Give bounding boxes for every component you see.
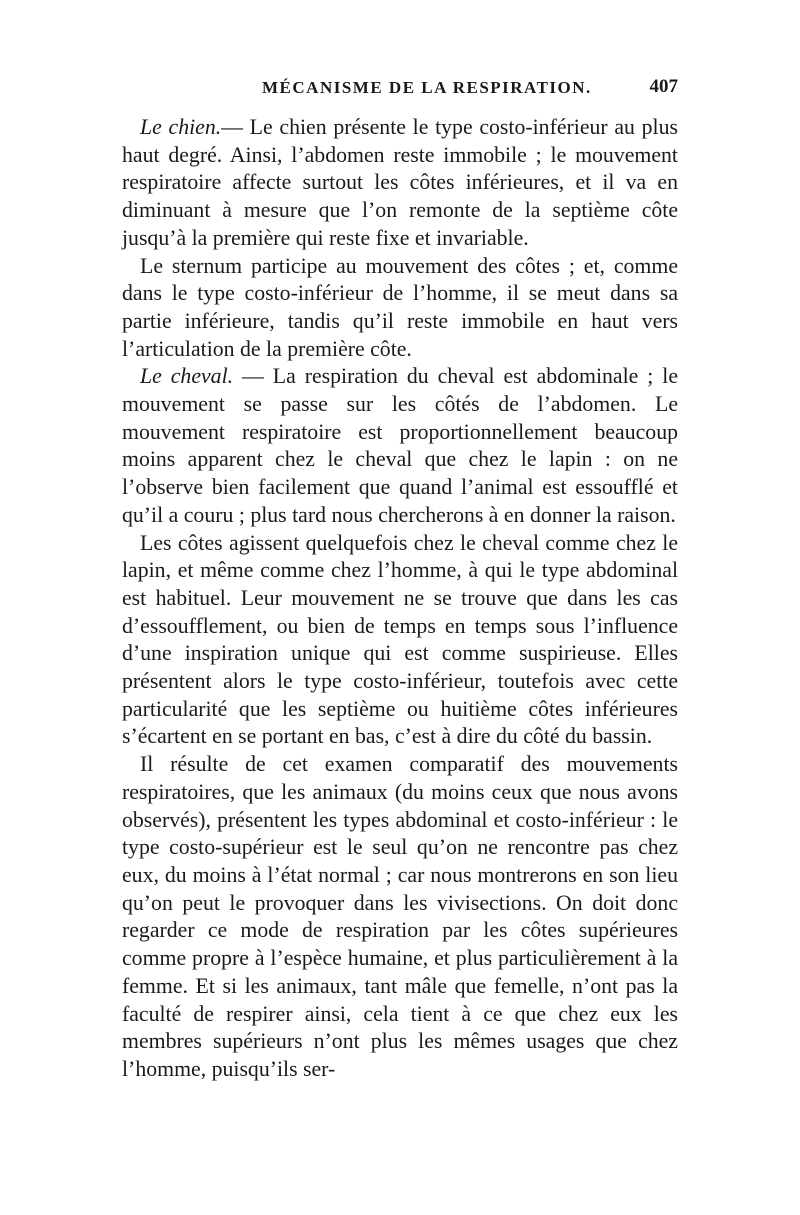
paragraph-sternum bbox=[122, 253, 678, 364]
paragraph-lead: Le cheval. bbox=[140, 364, 234, 389]
paragraph-cheval bbox=[122, 363, 678, 529]
paragraph-chien bbox=[122, 114, 678, 253]
running-title: MÉCANISME DE LA RESPIRATION. bbox=[262, 78, 592, 97]
paragraph-conclusion bbox=[122, 751, 678, 1083]
paragraph-text: Le sternum participe au mouvement des côtes ; et, comme dans le type costo-inférieur de l’homme, il se meut dans sa partie inférieure, tandis qu’il reste immobile en haut vers l’articulation de la première côte. bbox=[122, 253, 678, 361]
page-number: 407 bbox=[649, 76, 678, 97]
paragraph-lead: Le chien. bbox=[140, 115, 222, 139]
paragraph-text: — La respiration du cheval est abdominale ; le mouvement se passe sur les côtés de l’abdomen. Le mouvement respiratoire est proportionnellement beaucoup moins apparent chez le cheval que chez le lapin : on ne l’observe bien facilement que quand l’animal est essoufflé et qu’il a couru ; plus tard nous chercherons à en donner la raison. bbox=[122, 364, 678, 527]
paragraph-text: — Le chien présente le type costo-inférieur au plus haut degré. Ainsi, l’abdomen reste immobile ; le mouvement respiratoire affecte surtout les côtes inférieures, et il va en diminuant à mesure que l’on remonte de la septième côte jusqu’à la première qui reste fixe et invariable. bbox=[122, 115, 678, 250]
paragraph-text: Les côtes agissent quelquefois chez le cheval comme chez le lapin, et même comme chez l’homme, à qui le type abdominal est habituel. Leur mouvement ne se trouve que dans les cas d’essoufflement, ou bien de temps en temps sous l’influence d’une inspiration unique qui est comme suspirieuse. Elles présentent alors le type costo-inférieur, toutefois avec cette particularité que les septième ou huitième côtes inférieures s’écartent en se portant en bas, c’est à dire du côté du bassin. bbox=[122, 530, 678, 749]
paragraph-text: Il résulte de cet examen comparatif des mouvements respiratoires, que les animaux (du moins ceux que nous avons observés), présentent les types abdominal et costo-inférieur : le type costo-supérieur est le seul qu’on ne rencontre pas chez eux, du moins à l’état normal ; car nous montrerons en son lieu qu’on peut le provoquer dans les vivisections. On doit donc regarder ce mode de respiration par les côtes supérieures comme propre à l’espèce humaine, et plus particulièrement à la femme. Et si les animaux, tant mâle que femelle, n’ont pas la faculté de respirer ainsi, cela tient à ce que chez eux les membres supérieurs n’ont plus les mêmes usages que chez l’homme, puisqu’ils ser- bbox=[122, 752, 678, 1081]
paragraph-cotes bbox=[122, 530, 678, 752]
running-head bbox=[122, 70, 678, 114]
body-text bbox=[122, 114, 678, 1084]
